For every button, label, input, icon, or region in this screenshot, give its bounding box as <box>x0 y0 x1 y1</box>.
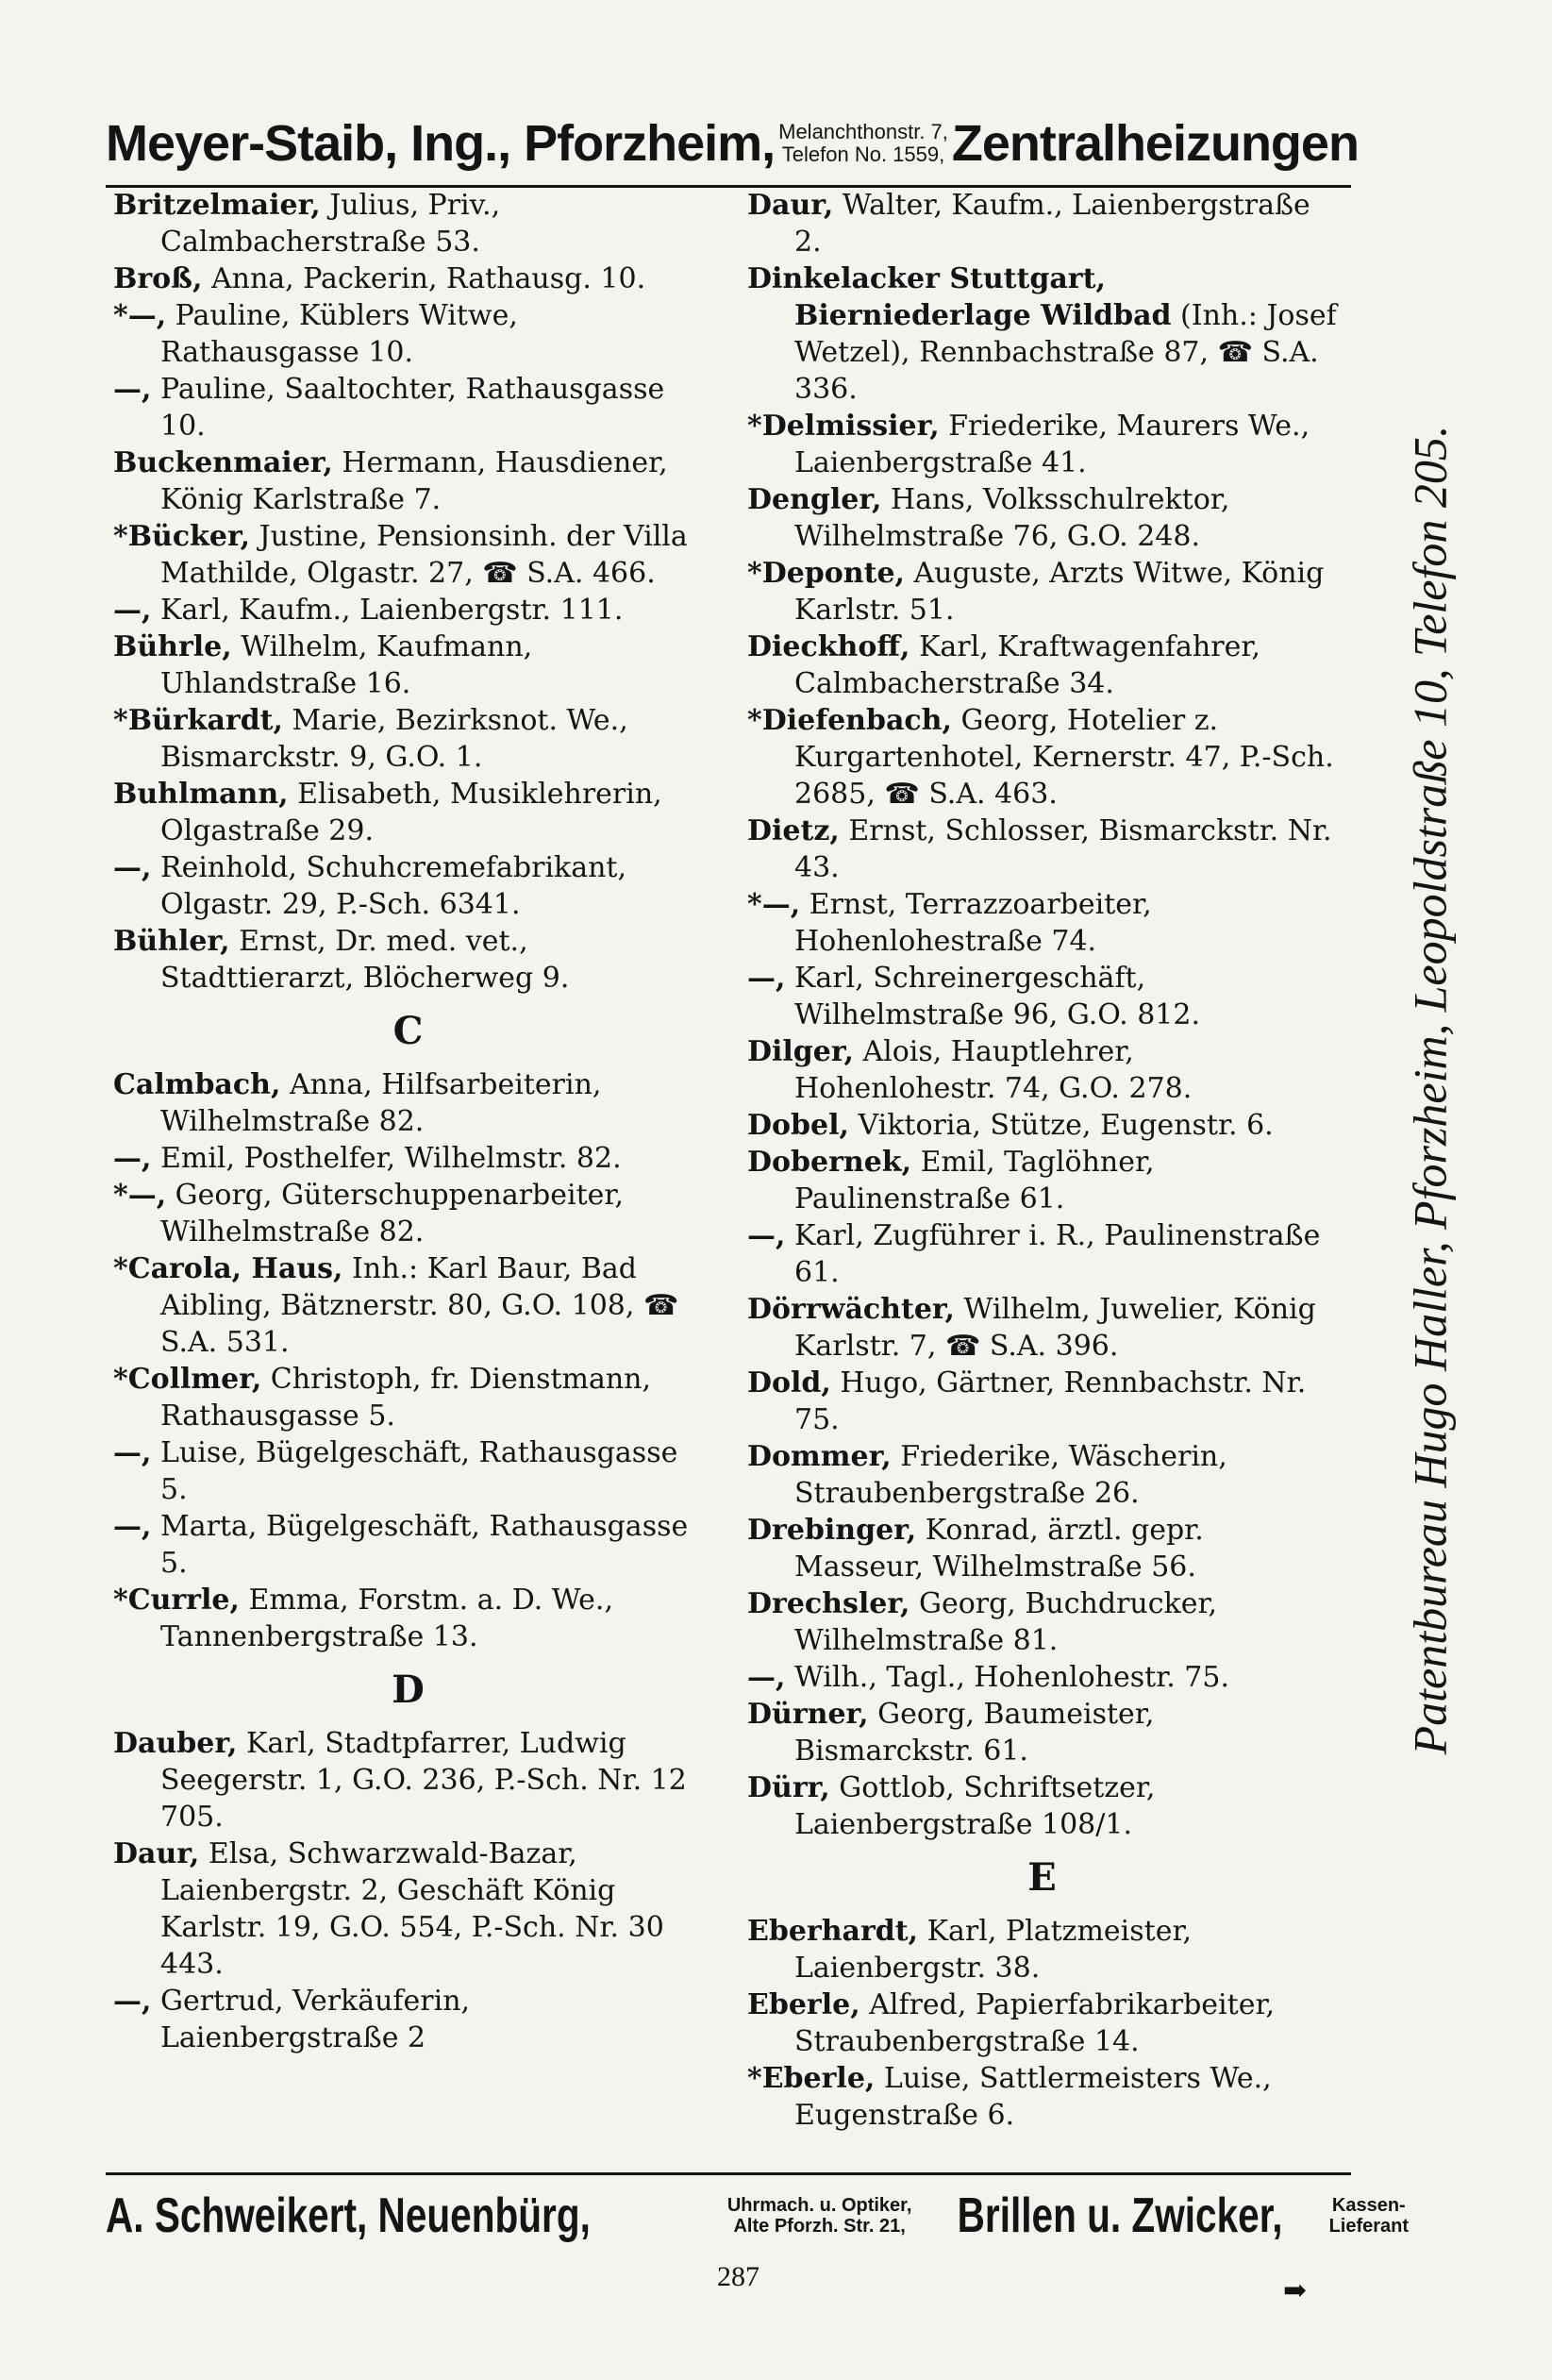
entry-name: Dobel, <box>747 1109 849 1142</box>
entry-details: Ernst, Dr. med. vet., Stadttierarzt, Blöcherweg 9. <box>160 925 570 995</box>
entry-details: Emil, Posthelfer, Wilhelmstr. 82. <box>151 1142 622 1175</box>
entry-details: Alfred, Papierfabrikarbeiter, Straubenbergstraße 14. <box>794 1988 1276 2058</box>
entry-details: Christoph, fr. Dienstmann, Rathausgasse 5. <box>160 1363 652 1433</box>
section-letter: D <box>392 1668 425 1712</box>
entry-details: Anna, Hilfsarbeiterin, Wilhelmstraße 82. <box>160 1068 602 1138</box>
directory-entry <box>113 371 703 444</box>
entry-details: Anna, Packerin, Rathausg. 10. <box>202 262 646 295</box>
header-company: Meyer-Staib, Ing., Pforzheim, <box>106 115 776 172</box>
footer-trade-line1: Uhrmach. u. Optiker, <box>726 2195 912 2216</box>
directory-entry <box>113 776 703 849</box>
entry-name: Buckenmaier, <box>113 446 333 479</box>
directory-entry <box>747 960 1337 1033</box>
directory-entry <box>113 1725 703 1835</box>
entry-name: *Bürkardt, <box>113 704 283 737</box>
entry-details: Hermann, Hausdiener, König Karlstraße 7. <box>160 446 668 516</box>
directory-entry <box>113 260 703 297</box>
entry-name: —, <box>113 1436 152 1469</box>
entry-name: *Collmer, <box>113 1363 262 1396</box>
entry-details: Wilh., Tagl., Hohenlohestr. 75. <box>785 1661 1230 1694</box>
entry-details: Gertrud, Verkäuferin, Laienbergstraße 2 <box>151 1985 471 2054</box>
entry-name: Buhlmann, <box>113 778 289 811</box>
page-footer <box>106 2180 1410 2252</box>
directory-entry <box>747 702 1337 813</box>
directory-entry <box>747 1696 1337 1769</box>
entry-name: Dobernek, <box>747 1146 912 1179</box>
entry-details: Julius, Priv., Calmbacherstraße 53. <box>160 189 501 259</box>
directory-entry <box>747 1365 1337 1438</box>
entry-details: Georg, Hotelier z. Kurgartenhotel, Kernerstr. 47, P.-Sch. 2685, ☎ S.A. 463. <box>794 704 1334 811</box>
entry-name: Dilger, <box>747 1035 854 1068</box>
directory-entry <box>747 1144 1337 1217</box>
entry-name: Dörrwächter, <box>747 1293 955 1326</box>
entry-name: Dietz, <box>747 814 840 847</box>
entry-name: —, <box>747 1661 786 1694</box>
footer-supplier-line2: Lieferant <box>1328 2216 1410 2237</box>
entry-name: Britzelmaier, <box>113 189 321 222</box>
directory-entry <box>113 592 703 629</box>
directory-entry <box>747 1585 1337 1659</box>
entry-details: Georg, Baumeister, Bismarckstr. 61. <box>794 1698 1155 1768</box>
directory-entry <box>113 849 703 923</box>
entry-details: Karl, Kraftwagenfahrer, Calmbacherstraße 34. <box>794 630 1260 700</box>
entry-details: Hans, Volksschulrektor, Wilhelmstraße 76, G.O. 248. <box>794 483 1230 553</box>
left-column <box>113 187 703 2056</box>
directory-entry <box>113 187 703 260</box>
entry-name: Bühler, <box>113 925 230 958</box>
directory-entry <box>747 886 1337 960</box>
directory-entry <box>113 702 703 776</box>
entry-details: Karl, Schreinergeschäft, Wilhelmstraße 96, G.O. 812. <box>785 962 1201 1031</box>
entry-name: Daur, <box>113 1837 200 1870</box>
entry-name: *Deponte, <box>747 557 905 590</box>
entry-details: Emma, Forstm. a. D. We., Tannenbergstraße 13. <box>160 1584 613 1653</box>
entry-name: Eberle, <box>747 1988 860 2021</box>
entry-details: Luise, Bügelgeschäft, Rathausgasse 5. <box>151 1436 678 1506</box>
directory-entry <box>747 1107 1337 1144</box>
directory-entry <box>747 260 1337 408</box>
entry-details: Elsa, Schwarzwald-Bazar, Laienbergstr. 2, Geschäft König Karlstr. 19, G.O. 554, P.-Sch. Nr. 30 443. <box>160 1837 664 1981</box>
footer-supplier <box>1329 2195 1409 2237</box>
header-trade: Zentralheizungen <box>951 115 1359 172</box>
entry-name: —, <box>113 851 152 884</box>
directory-entry <box>747 555 1337 629</box>
entry-details: Ernst, Terrazzoarbeiter, Hohenlohestraße 74. <box>794 888 1152 958</box>
entry-details: Karl, Kaufm., Laienbergstr. 111. <box>151 594 624 627</box>
entry-details: Justine, Pensionsinh. der Villa Mathilde, Olgastr. 27, ☎ S.A. 466. <box>160 520 688 590</box>
entry-details: Ernst, Schlosser, Bismarckstr. Nr. 43. <box>794 814 1332 884</box>
entry-name: Broß, <box>113 262 203 295</box>
entry-name: *Currle, <box>113 1584 240 1617</box>
directory-entry <box>113 1177 703 1250</box>
entry-details: Wilhelm, Juwelier, König Karlstr. 7, ☎ S.A. 396. <box>794 1293 1316 1363</box>
section-letter: E <box>1027 1855 1057 1900</box>
directory-entry <box>747 481 1337 555</box>
entry-name: *—, <box>113 1179 167 1212</box>
entry-details: Reinhold, Schuhcremefabrikant, Olgastr. 29, P.-Sch. 6341. <box>151 851 627 921</box>
entry-name: *Diefenbach, <box>747 704 952 737</box>
directory-entry <box>113 1434 703 1508</box>
footer-rule <box>106 2172 1351 2175</box>
directory-entry <box>113 629 703 702</box>
entry-name: Dommer, <box>747 1440 892 1473</box>
entry-details: Gottlob, Schriftsetzer, Laienbergstraße 108/1. <box>794 1771 1156 1841</box>
next-page-arrow-icon: ➡ <box>1283 2274 1308 2307</box>
directory-entry <box>747 2060 1337 2134</box>
footer-trade-line2: Alte Pforzh. Str. 21, <box>733 2216 906 2237</box>
header-address-street: Melanchthonstr. 7, <box>778 120 948 143</box>
entry-name: —, <box>113 1142 152 1175</box>
entry-details: Hugo, Gärtner, Rennbachstr. Nr. 75. <box>794 1366 1307 1436</box>
entry-name: Dieckhoff, <box>747 630 910 663</box>
entry-details: Walter, Kaufm., Laienbergstraße 2. <box>794 189 1310 259</box>
directory-entry <box>747 1033 1337 1107</box>
footer-company: A. Schweikert, Neuenbürg, <box>106 2188 591 2243</box>
header-address-phone: Telefon No. 1559, <box>781 142 945 166</box>
directory-entry <box>113 1250 703 1361</box>
directory-entry <box>113 1508 703 1582</box>
entry-details: Viktoria, Stütze, Eugenstr. 6. <box>848 1109 1274 1142</box>
entry-details: Emil, Taglöhner, Paulinenstraße 61. <box>794 1146 1155 1215</box>
entry-name: Drechsler, <box>747 1587 910 1620</box>
page-header <box>106 106 1359 181</box>
entry-name: Dürr, <box>747 1771 830 1804</box>
entry-details: Konrad, ärztl. gepr. Masseur, Wilhelmstraße 56. <box>794 1514 1204 1584</box>
directory-entry <box>747 1438 1337 1512</box>
directory-entry <box>747 1217 1337 1291</box>
entry-name: Bührle, <box>113 630 232 663</box>
directory-entry <box>747 1659 1337 1696</box>
directory-entry <box>113 923 703 997</box>
sidebar-advert-text: Patentbureau Hugo Haller, Pforzheim, Leopoldstraße 10, Telefon 205. <box>1403 425 1456 1755</box>
entry-details: Alois, Hauptlehrer, Hohenlohestr. 74, G.O. 278. <box>794 1035 1193 1105</box>
entry-name: *Delmissier, <box>747 410 940 443</box>
entry-name: *—, <box>113 299 167 332</box>
directory-entry <box>747 813 1337 886</box>
entry-details: Wilhelm, Kaufmann, Uhlandstraße 16. <box>160 630 533 700</box>
entry-name: —, <box>747 962 786 995</box>
directory-entry <box>113 1066 703 1140</box>
section-letter: C <box>392 1009 424 1053</box>
entry-details: Luise, Sattlermeisters We., Eugenstraße 6. <box>794 2062 1272 2132</box>
directory-entry <box>747 187 1337 260</box>
directory-entry <box>747 629 1337 702</box>
entry-name: Dold, <box>747 1366 831 1400</box>
entry-details: Georg, Güterschuppenarbeiter, Wilhelmstraße 82. <box>160 1179 625 1249</box>
sidebar-advert <box>1359 123 1500 2057</box>
entry-name: Dürner, <box>747 1698 869 1731</box>
footer-trade <box>727 2195 912 2237</box>
directory-entry <box>113 518 703 592</box>
directory-entry <box>113 1361 703 1434</box>
entry-details: Karl, Stadtpfarrer, Ludwig Seegerstr. 1, G.O. 236, P.-Sch. Nr. 12 705. <box>160 1727 687 1834</box>
entry-name: *—, <box>747 888 801 921</box>
entry-name: Daur, <box>747 189 834 222</box>
entry-name: *Bücker, <box>113 520 251 553</box>
footer-supplier-line1: Kassen- <box>1331 2195 1406 2216</box>
entry-name: —, <box>113 373 152 406</box>
entry-details: Inh.: Karl Baur, Bad Aibling, Bätznerstr. 80, G.O. 108, ☎ S.A. 531. <box>160 1252 679 1359</box>
entry-name: Dinkelacker Stuttgart, Bierniederlage Wildbad <box>747 262 1172 332</box>
entry-details: Friederike, Wäscherin, Straubenbergstraße 26. <box>794 1440 1227 1510</box>
entry-name: *Carola, Haus, <box>113 1252 343 1285</box>
directory-entry <box>747 1291 1337 1365</box>
entry-name: Drebinger, <box>747 1514 917 1547</box>
directory-entry <box>113 1983 703 2056</box>
directory-entry <box>113 444 703 518</box>
entry-details: Auguste, Arzts Witwe, König Karlstr. 51. <box>794 557 1325 627</box>
entry-details: Marta, Bügelgeschäft, Rathausgasse 5. <box>151 1510 689 1580</box>
directory-entry <box>747 408 1337 481</box>
entry-details: Georg, Buchdrucker, Wilhelmstraße 81. <box>794 1587 1218 1657</box>
entry-name: —, <box>113 1985 152 2018</box>
directory-entry <box>113 1835 703 1983</box>
page-number: 287 <box>717 2261 759 2292</box>
entry-details: Karl, Platzmeister, Laienbergstr. 38. <box>794 1915 1193 1985</box>
entry-name: —, <box>113 594 152 627</box>
entry-details: Pauline, Saaltochter, Rathausgasse 10. <box>151 373 665 443</box>
footer-products: Brillen u. Zwicker, <box>958 2188 1283 2243</box>
directory-entry <box>113 297 703 371</box>
directory-entry <box>747 1512 1337 1585</box>
directory-entry <box>747 1769 1337 1843</box>
entry-details: Marie, Bezirksnot. We., Bismarckstr. 9, G.O. 1. <box>160 704 628 774</box>
entry-details: Elisabeth, Musiklehrerin, Olgastraße 29. <box>160 778 662 847</box>
directory-entry <box>747 1986 1337 2060</box>
entry-details: Karl, Zugführer i. R., Paulinenstraße 61. <box>785 1219 1321 1289</box>
entry-name: Dauber, <box>113 1727 238 1760</box>
right-column <box>747 187 1337 2134</box>
entry-name: Dengler, <box>747 483 882 516</box>
entry-details: Friederike, Maurers We., Laienbergstraße 41. <box>794 410 1310 479</box>
entry-name: *Eberle, <box>747 2062 876 2095</box>
entry-name: Calmbach, <box>113 1068 281 1101</box>
entry-name: —, <box>747 1219 786 1252</box>
entry-details: Pauline, Küblers Witwe, Rathausgasse 10. <box>160 299 518 369</box>
directory-entry <box>113 1140 703 1177</box>
entry-name: Eberhardt, <box>747 1915 919 1948</box>
header-address <box>778 121 948 166</box>
entry-details: (Inh.: Josef Wetzel), Rennbachstraße 87, ☎ S.A. 336. <box>794 299 1337 406</box>
directory-entry <box>747 1913 1337 1986</box>
entry-name: —, <box>113 1510 152 1543</box>
directory-entry <box>113 1582 703 1655</box>
